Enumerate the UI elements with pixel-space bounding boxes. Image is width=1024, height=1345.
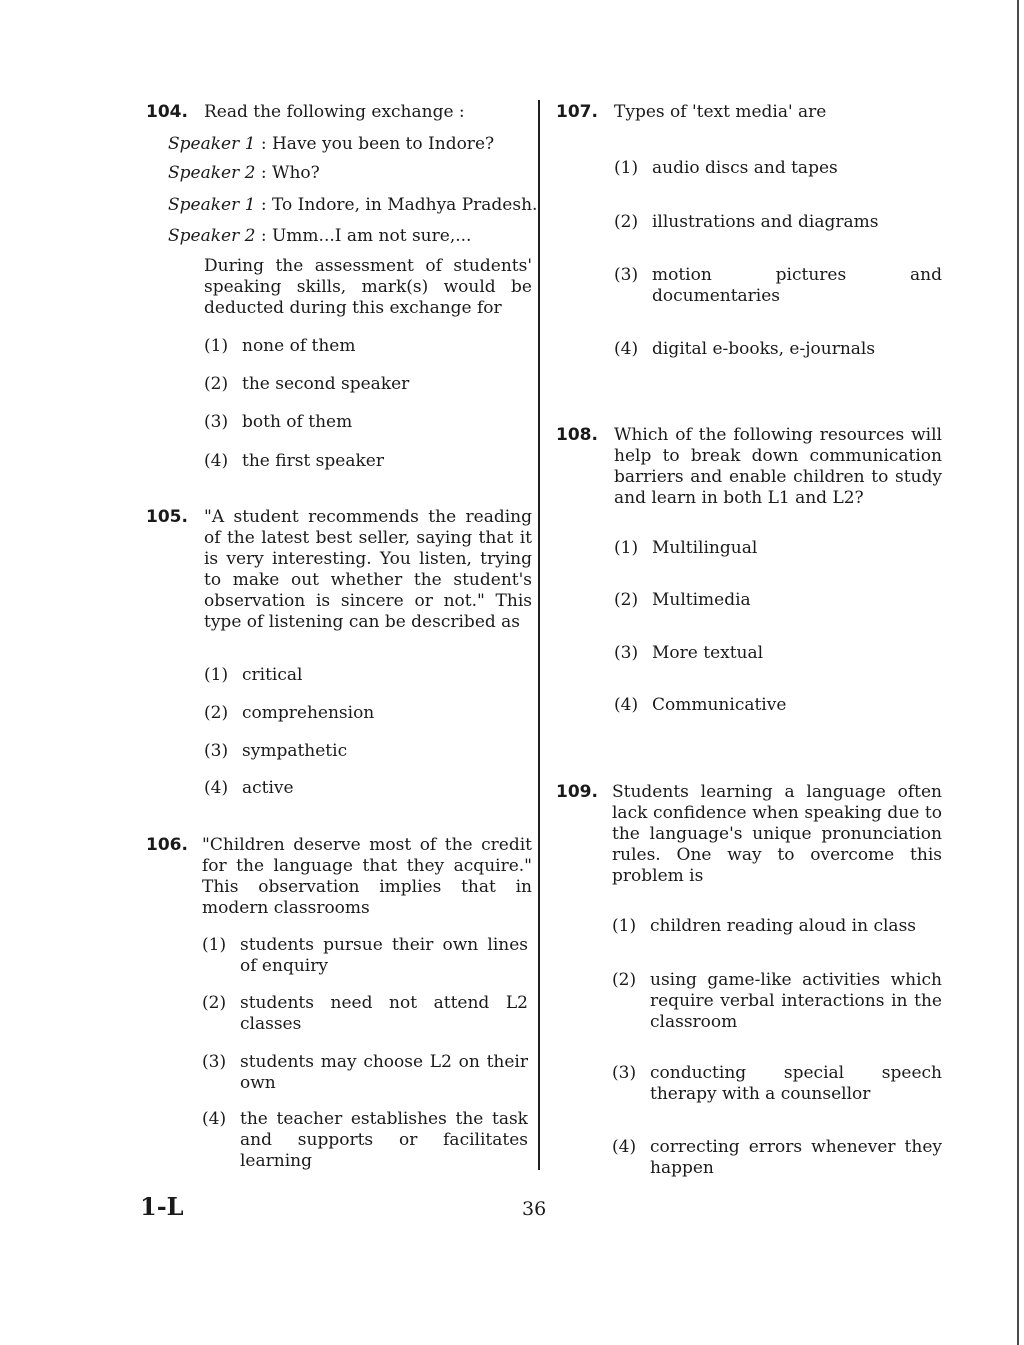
question-stem: Students learning a language often lack confidence when speaking due to the language's unique pronunciation rules. One way to overcome this problem is <box>612 782 942 886</box>
question-prompt: During the assessment of students' speaking skills, mark(s) would be deducted during this exchange for <box>204 256 532 318</box>
dialogue-line: Speaker 1 : To Indore, in Madhya Pradesh. <box>168 195 538 215</box>
question-stem: Which of the following resources will help to break down communication barriers and enable children to study and learn in both L1 and L2? <box>614 425 942 508</box>
exam-page: 104. Read the following exchange : Speaker 1 : Have you been to Indore? Speaker 2 : Who? Speaker 1 : To Indore, in Madhya Pradesh. Speaker 2 : Umm...I am not sure,... During the assessment of students' speaking skills, mark(s) would be deducted during this exchange for (1) none of them (2) the second speaker (3) both of them (4) the first speaker 105. "A student recommends the reading of the latest best seller, saying that it is very interesting. You listen, trying to make out whether the student's observation is sincere or not." This type of listening can be described as (1) critical (2) comprehension (3) sympathetic (4) active 106. "Children deserve most of the credit for the language that they acquire." This observation implies that in modern classrooms (1) students pursue their own lines of enquiry (2) students need not attend L2 classes (3) students may choose L2 on their own (4) the teacher establishes the task and supports or facilitates learning 107. Types of 'text media' are (1) audio discs and tapes (2) illustrations and diagrams (3) motion pictures and documentaries (4) digital e-books, e-journals 108. Which of the following resources will help to break down communication barriers and enable children to study and learn in both L1 and L2? (1) Multilingual (2) Multimedia (3) More textual (4) Communicative 109. Students learning a language often lack confidence when speaking due to the language's unique pronunciation rules. One way to overcome this problem is (1) children reading aloud in class (2) using game-like activities which require verbal interactions in the classroom (3) conducting special speech therapy with a counsellor (4) correcting errors whenever they happen 1-L 36 <box>0 0 1024 1345</box>
dialogue-line: Speaker 1 : Have you been to Indore? <box>168 134 495 154</box>
column-divider <box>538 100 540 1170</box>
question-number: 104. <box>146 102 188 122</box>
question-stem: "Children deserve most of the credit for the language that they acquire." This observation implies that in modern classrooms <box>202 835 532 918</box>
booklet-code: 1-L <box>140 1192 184 1221</box>
question-number: 105. <box>146 507 188 527</box>
question-stem: "A student recommends the reading of the latest best seller, saying that it is very interesting. You listen, trying to make out whether the student's observation is sincere or not." This type of listening can be described as <box>204 507 532 632</box>
question-number: 109. <box>556 782 598 802</box>
page-edge-line <box>1017 0 1019 1345</box>
question-stem: Read the following exchange : <box>204 102 465 122</box>
dialogue-line: Speaker 2 : Umm...I am not sure,... <box>168 226 472 246</box>
question-number: 107. <box>556 102 598 122</box>
question-number: 108. <box>556 425 598 445</box>
page-number: 36 <box>522 1198 547 1220</box>
question-number: 106. <box>146 835 188 855</box>
question-stem: Types of 'text media' are <box>614 102 827 122</box>
dialogue-line: Speaker 2 : Who? <box>168 163 320 183</box>
